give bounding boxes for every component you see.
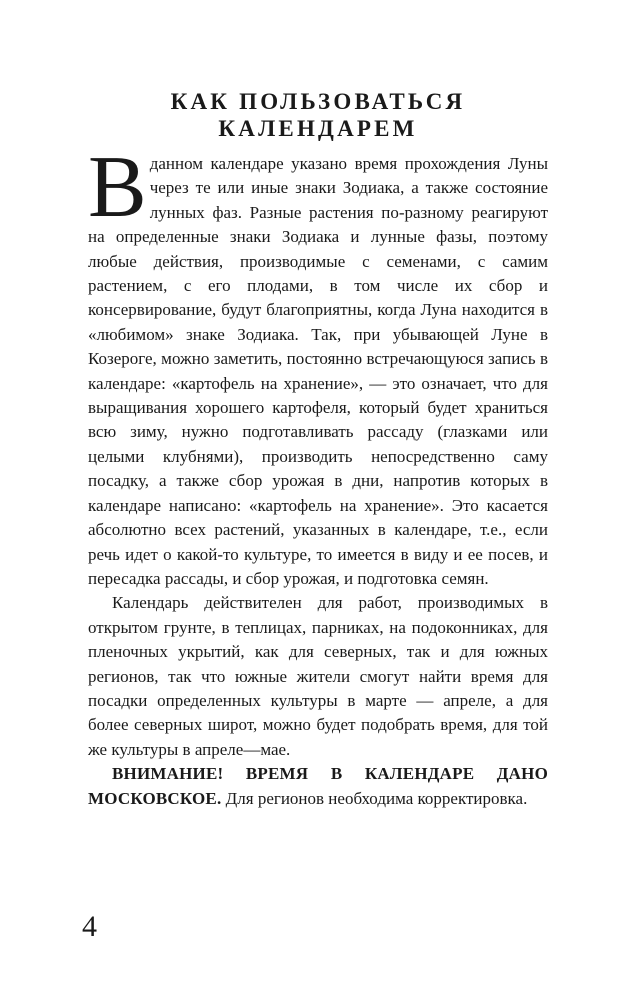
paragraph-1 — [88, 139, 548, 591]
paragraph-2: Календарь действителен для работ, производимых в открытом грунте, в теплицах, парниках, на подоконниках, для пленочных укрытий, как для северных, так и для южных регионов, так что южные жители смогут найти время для посадки определенных культуры в марте — апреле, а для более северных широт, можно будет подобрать время, для той же культуры в апреле—мае. — [88, 593, 548, 759]
warning-bold: ВНИМАНИЕ! ВРЕМЯ В КАЛЕНДАРЕ ДАНО МОСКОВСКОЕ. — [88, 764, 548, 808]
paragraph-3 — [88, 762, 548, 811]
title-line-2: КАЛЕНДАРЕМ — [218, 116, 418, 141]
drop-cap: В — [88, 139, 147, 236]
page-number: 4 — [82, 910, 97, 943]
body-text — [88, 139, 548, 811]
paragraph-3-text: Для регионов необходима корректировка. — [221, 788, 528, 808]
paragraph-1-text: данном календаре указано время прохождения Луны через те или иные знаки Зодиака, а также состояние лунных фаз. Разные растения по-разному реагируют на определенные знаки Зодиака и лунные фазы, поэтому любые действия, производимые с семенами, с самим растением, с его плодами, в том числе их сбор и консервирование, будут благоприятны, когда Луна находится в «любимом» знаке Зодиака. Так, при убывающей Луне в Козероге, можно заметить, постоянно встречающуюся запись в календаре: «картофель на хранение», — это означает, что для выращивания хорошего картофеля, который будет храниться всю зиму, нужно подготавливать рассаду (глазками или целыми клубнями), производить непосредственно саму посадку, а также сбор урожая в дни, напротив которых в календаре написано: «картофель на хранение». Это касается абсолютно всех растений, указанных в календаре, т.е., если речь идет о какой-то культуре, то имеется в виду и ее посев, и пересадка рассады, и сбор урожая, и подготовка семян. — [88, 154, 548, 588]
page-title — [88, 88, 548, 142]
title-line-1: КАК ПОЛЬЗОВАТЬСЯ — [170, 89, 466, 114]
